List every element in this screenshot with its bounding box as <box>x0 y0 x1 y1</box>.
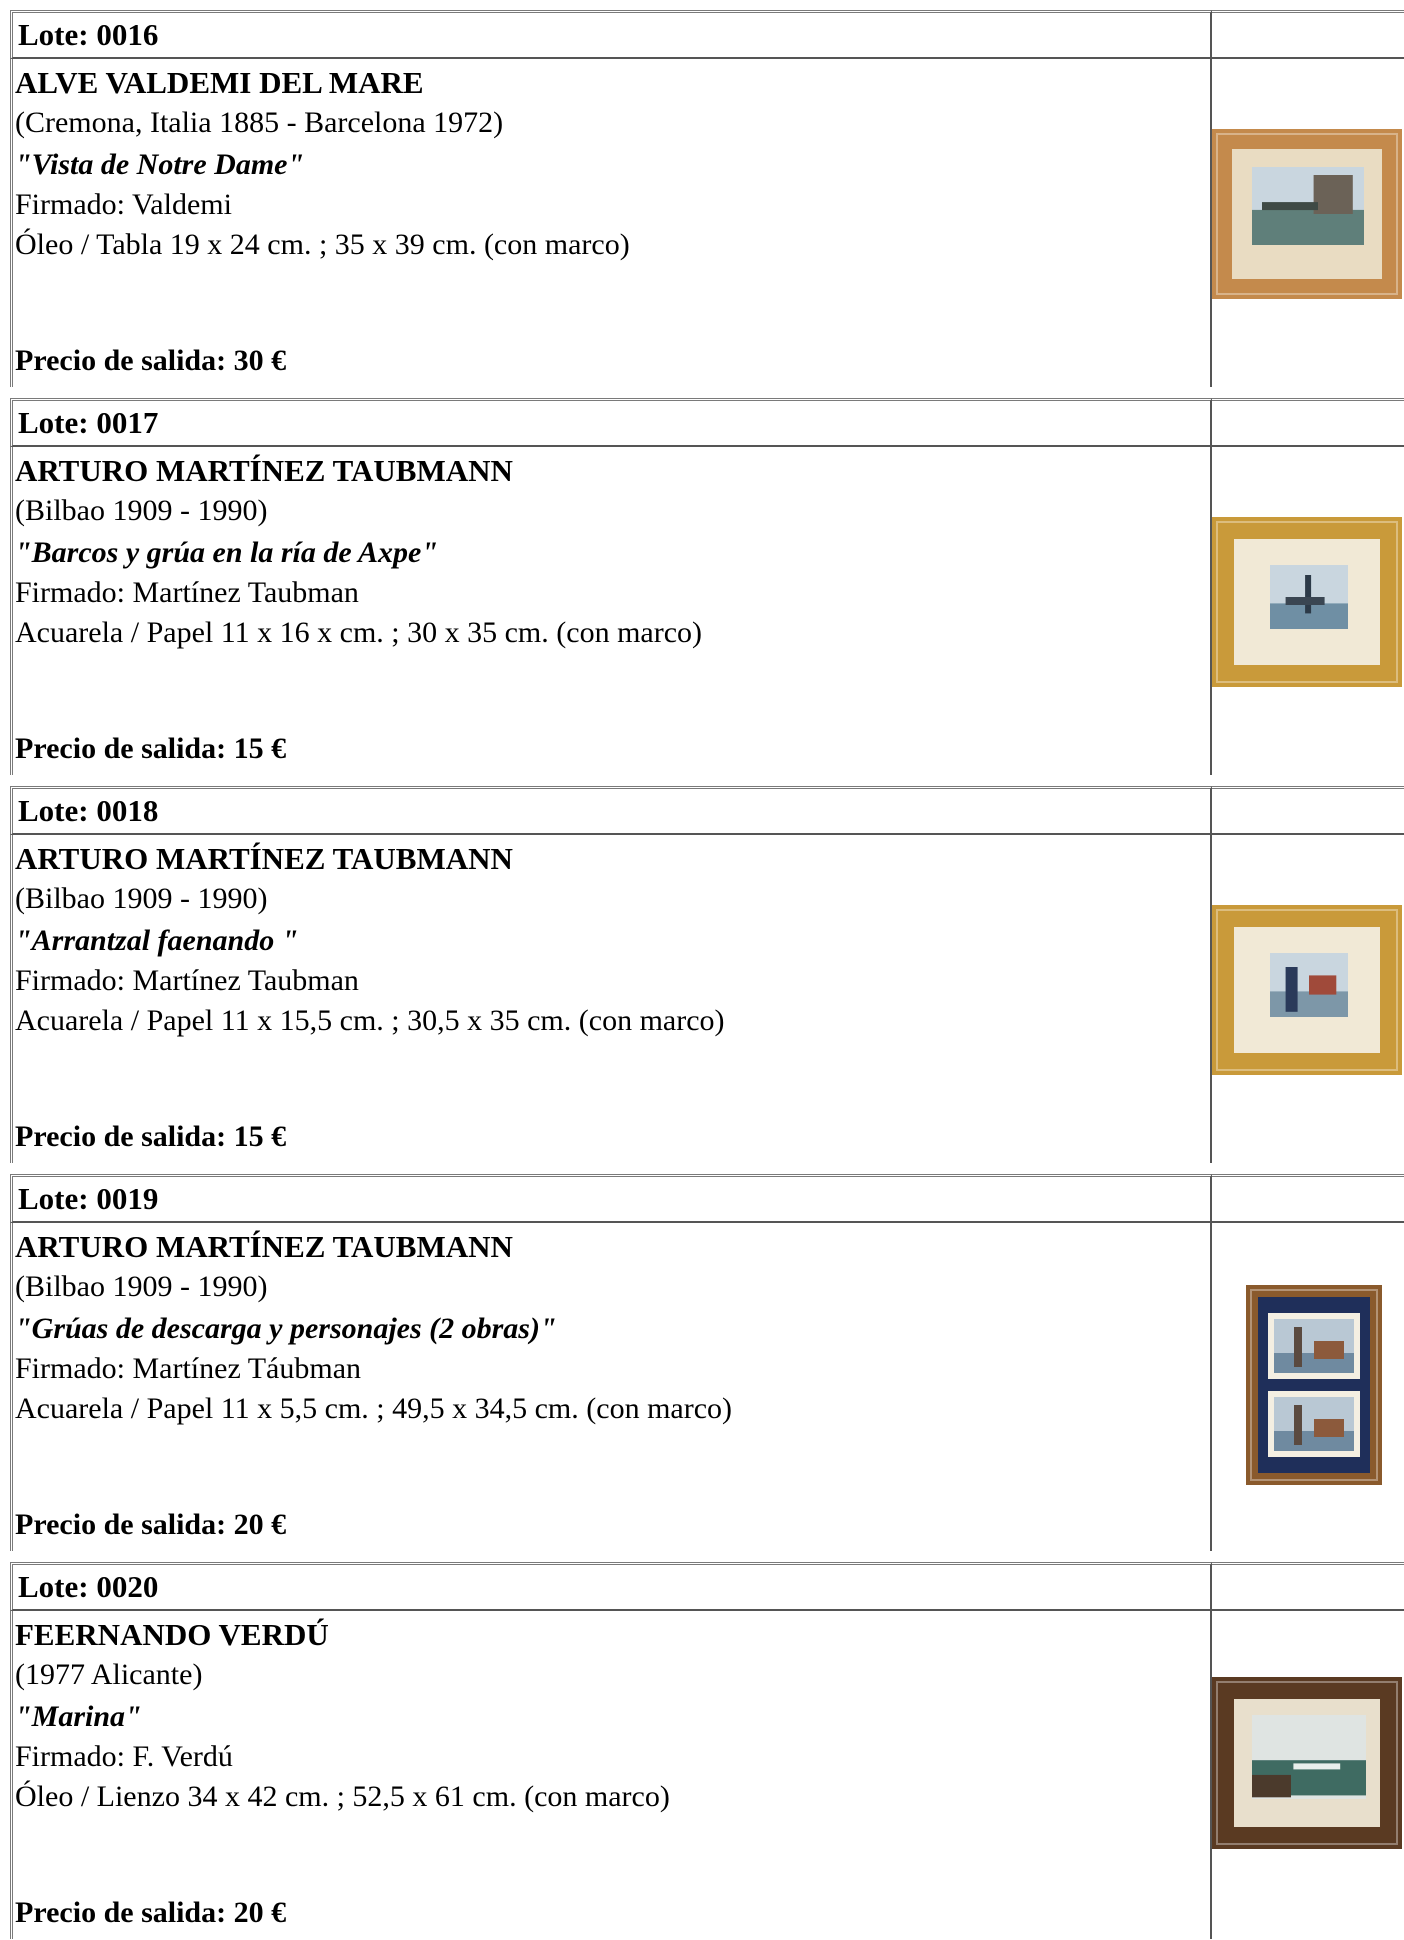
seascape-painting-thumbnail[interactable] <box>1212 1677 1402 1849</box>
artwork-title: "Arrantzal faenando " <box>15 924 299 957</box>
crane-watercolor-thumbnail[interactable] <box>1212 517 1402 687</box>
technique-dimensions: Óleo / Lienzo 34 x 42 cm. ; 52,5 x 61 cm. (con marco) <box>15 1780 670 1813</box>
lot-number: Lote: 0016 <box>18 17 159 52</box>
two-watercolors-thumbnail[interactable] <box>1246 1285 1382 1485</box>
fisherman-watercolor-thumbnail[interactable] <box>1212 905 1402 1075</box>
lot-image-cell <box>1212 447 1404 775</box>
starting-price: Precio de salida: 30 € <box>15 344 287 377</box>
lot-header-cell <box>10 1174 1212 1223</box>
lot-number: Lote: 0017 <box>18 405 159 440</box>
signature-info: Firmado: F. Verdú <box>15 1740 233 1773</box>
lot-image-cell <box>1212 835 1404 1163</box>
lot-header-image-cell <box>1212 1174 1404 1223</box>
artwork-title: "Marina" <box>15 1700 142 1733</box>
lot-row <box>0 1552 1404 1940</box>
signature-info: Firmado: Martínez Taubman <box>15 964 359 997</box>
artwork-title: "Vista de Notre Dame" <box>15 148 305 181</box>
lot-header-cell <box>10 398 1212 447</box>
artwork-title: "Grúas de descarga y personajes (2 obras)" <box>15 1312 557 1345</box>
artist-name: ARTURO MARTÍNEZ TAUBMANN <box>15 453 513 488</box>
artist-origin: (Bilbao 1909 - 1990) <box>15 494 268 527</box>
lot-description-cell <box>10 59 1212 387</box>
technique-dimensions: Acuarela / Papel 11 x 16 x cm. ; 30 x 35 cm. (con marco) <box>15 616 703 649</box>
lot-image-cell <box>1212 1611 1404 1939</box>
technique-dimensions: Acuarela / Papel 11 x 5,5 cm. ; 49,5 x 34,5 cm. (con marco) <box>15 1392 733 1425</box>
lot-header-cell <box>10 10 1212 59</box>
signature-info: Firmado: Martínez Táubman <box>15 1352 362 1385</box>
lot-number: Lote: 0018 <box>18 793 159 828</box>
signature-info: Firmado: Martínez Taubman <box>15 576 359 609</box>
artist-name: ARTURO MARTÍNEZ TAUBMANN <box>15 1229 513 1264</box>
lot-header-image-cell <box>1212 398 1404 447</box>
artist-origin: (Cremona, Italia 1885 - Barcelona 1972) <box>15 106 504 139</box>
lot-description-cell <box>10 1223 1212 1551</box>
lot-row <box>0 388 1404 776</box>
lot-image-cell <box>1212 1223 1404 1551</box>
artwork-title: "Barcos y grúa en la ría de Axpe" <box>15 536 439 569</box>
starting-price: Precio de salida: 15 € <box>15 732 287 765</box>
lot-row <box>0 0 1404 388</box>
lot-number: Lote: 0019 <box>18 1181 159 1216</box>
artist-origin: (1977 Alicante) <box>15 1658 203 1691</box>
lot-header-image-cell <box>1212 786 1404 835</box>
artist-name: ARTURO MARTÍNEZ TAUBMANN <box>15 841 513 876</box>
lot-header-cell <box>10 1562 1212 1611</box>
technique-dimensions: Acuarela / Papel 11 x 15,5 cm. ; 30,5 x 35 cm. (con marco) <box>15 1004 725 1037</box>
artist-origin: (Bilbao 1909 - 1990) <box>15 1270 268 1303</box>
lot-header-image-cell <box>1212 10 1404 59</box>
starting-price: Precio de salida: 20 € <box>15 1508 287 1541</box>
signature-info: Firmado: Valdemi <box>15 188 232 221</box>
lot-description-cell <box>10 835 1212 1163</box>
lot-header-cell <box>10 786 1212 835</box>
artist-name: FEERNANDO VERDÚ <box>15 1617 329 1652</box>
notre-dame-painting-thumbnail[interactable] <box>1212 129 1402 299</box>
lot-row <box>0 1164 1404 1552</box>
lot-image-cell <box>1212 59 1404 387</box>
artist-origin: (Bilbao 1909 - 1990) <box>15 882 268 915</box>
starting-price: Precio de salida: 15 € <box>15 1120 287 1153</box>
lot-description-cell <box>10 447 1212 775</box>
lot-number: Lote: 0020 <box>18 1569 159 1604</box>
lot-description-cell <box>10 1611 1212 1939</box>
lot-row <box>0 776 1404 1164</box>
technique-dimensions: Óleo / Tabla 19 x 24 cm. ; 35 x 39 cm. (con marco) <box>15 228 630 261</box>
lot-header-image-cell <box>1212 1562 1404 1611</box>
starting-price: Precio de salida: 20 € <box>15 1896 287 1929</box>
artist-name: ALVE VALDEMI DEL MARE <box>15 65 424 100</box>
